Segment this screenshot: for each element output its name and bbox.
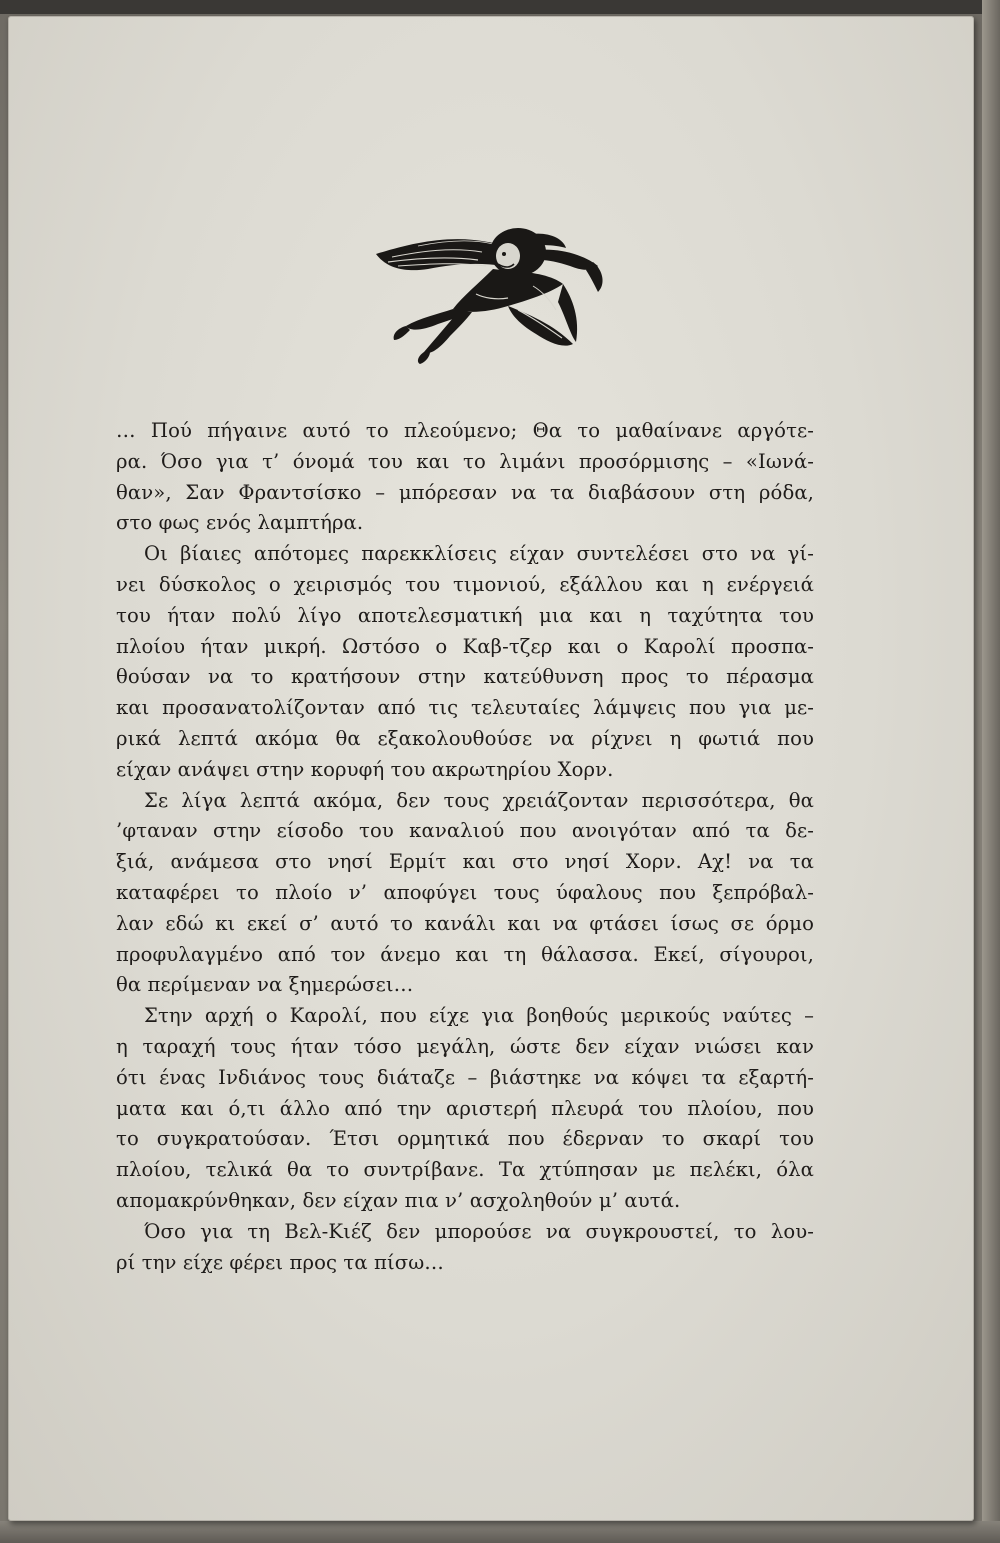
cherub-body <box>453 269 577 346</box>
winged-cherub-emblem <box>358 214 608 364</box>
text-line: πλοίου, τελικά θα το συντρίβανε. Τα χτύπησαν με πελέκι, όλα <box>116 1158 814 1182</box>
text-line: θούσαν να το κρατήσουν στην κατεύθυνση προς το πέρασμα <box>116 665 814 689</box>
trumpet-shape <box>538 250 603 292</box>
paragraph-3 <box>116 786 814 1002</box>
text-line: νει δύσκολος ο χειρισμός του τιμονιού, εξάλλου και η ενέργειά <box>116 572 814 596</box>
text-line: ρα. Όσο για τ’ όνομά του και το λιμάνι προσόρμισης – «Ιωνά- <box>116 449 814 473</box>
text-line: καταφέρει το πλοίο ν’ αποφύγει τους ύφαλους που ξεπρόβαλ- <box>116 880 814 904</box>
text-line: Σε λίγα λεπτά ακόμα, δεν τους χρειάζονταν περισσότερα, θα <box>144 788 814 812</box>
text-line: ξιά, ανάμεσα στο νησί Ερμίτ και στο νησί Χορν. Αχ! να τα <box>116 850 814 874</box>
right-edge <box>982 0 1000 1543</box>
text-line: στο φως ενός λαμπτήρα. <box>116 511 364 535</box>
text-line: προφυλαγμένο από τον άνεμο και τη θάλασσα. Εκεί, σίγουροι, <box>116 942 814 966</box>
text-line: ’φταναν στην είσοδο του καναλιού που ανοιγόταν από τα δε- <box>116 819 814 843</box>
cherub-head <box>490 228 566 276</box>
text-line: το συγκρατούσαν. Έτσι ορμητικά που έδερναν το σκαρί του <box>116 1127 814 1151</box>
bottom-edge <box>0 1521 1000 1543</box>
text-line: και προσανατολίζονταν από τις τελευταίες λάμψεις που για με- <box>116 696 814 720</box>
cherub-legs <box>394 309 472 364</box>
body-text <box>116 416 814 1278</box>
text-line: απομακρύνθηκαν, δεν είχαν πια ν’ ασχοληθούν μ’ αυτά. <box>116 1188 681 1212</box>
text-line: λαν εδώ κι εκεί σ’ αυτό το κανάλι και να φτάσει ίσως σε όρμο <box>116 911 814 935</box>
text-line: η ταραχή τους ήταν τόσο μεγάλη, ώστε δεν είχαν νιώσει καν <box>116 1034 814 1058</box>
text-line: … Πού πήγαινε αυτό το πλεούμενο; Θα το μαθαίνανε αργότε- <box>116 419 814 442</box>
text-line: ότι ένας Ινδιάνος τους διάταζε – βιάστηκε να κόψει τα εξαρτή- <box>116 1065 814 1089</box>
text-line: πλοίου ήταν μικρή. Ωστόσο ο Καβ-τζερ και ο Καρολί προσπα- <box>116 634 814 658</box>
text-line: θα περίμεναν να ξημερώσει… <box>116 973 414 997</box>
wing-icon <box>376 239 505 270</box>
text-line: ρικά λεπτά ακόμα θα εξακολουθούσε να ρίχνει η φωτιά που <box>116 726 814 750</box>
text-line: θαν», Σαν Φραντσίσκο – μπόρεσαν να τα διαβάσουν στη ρόδα, <box>116 480 814 504</box>
text-line: Στην αρχή ο Καρολί, που είχε για βοηθούς μερικούς ναύτες – <box>144 1004 814 1028</box>
text-line: Οι βίαιες απότομες παρεκκλίσεις είχαν συντελέσει στο να γί- <box>144 542 814 566</box>
paragraph-2 <box>116 539 814 785</box>
text-line: Όσο για τη Βελ-Κιέζ δεν μπορούσε να συγκρουστεί, το λου- <box>144 1219 814 1243</box>
text-line: ματα και ό,τι άλλο από την αριστερή πλευρά του πλοίου, που <box>116 1096 814 1120</box>
paragraph-1 <box>116 416 814 539</box>
text-line: του ήταν πολύ λίγο αποτελεσματική μια και η ταχύτητα του <box>116 603 814 627</box>
paragraph-4 <box>116 1001 814 1217</box>
top-shadow <box>0 0 1000 14</box>
book-back-cover <box>8 16 974 1521</box>
paragraph-5 <box>116 1217 814 1279</box>
text-line: είχαν ανάψει στην κορυφή του ακρωτηρίου Χορν. <box>116 757 614 781</box>
text-line: ρί την είχε φέρει προς τα πίσω… <box>116 1250 444 1274</box>
